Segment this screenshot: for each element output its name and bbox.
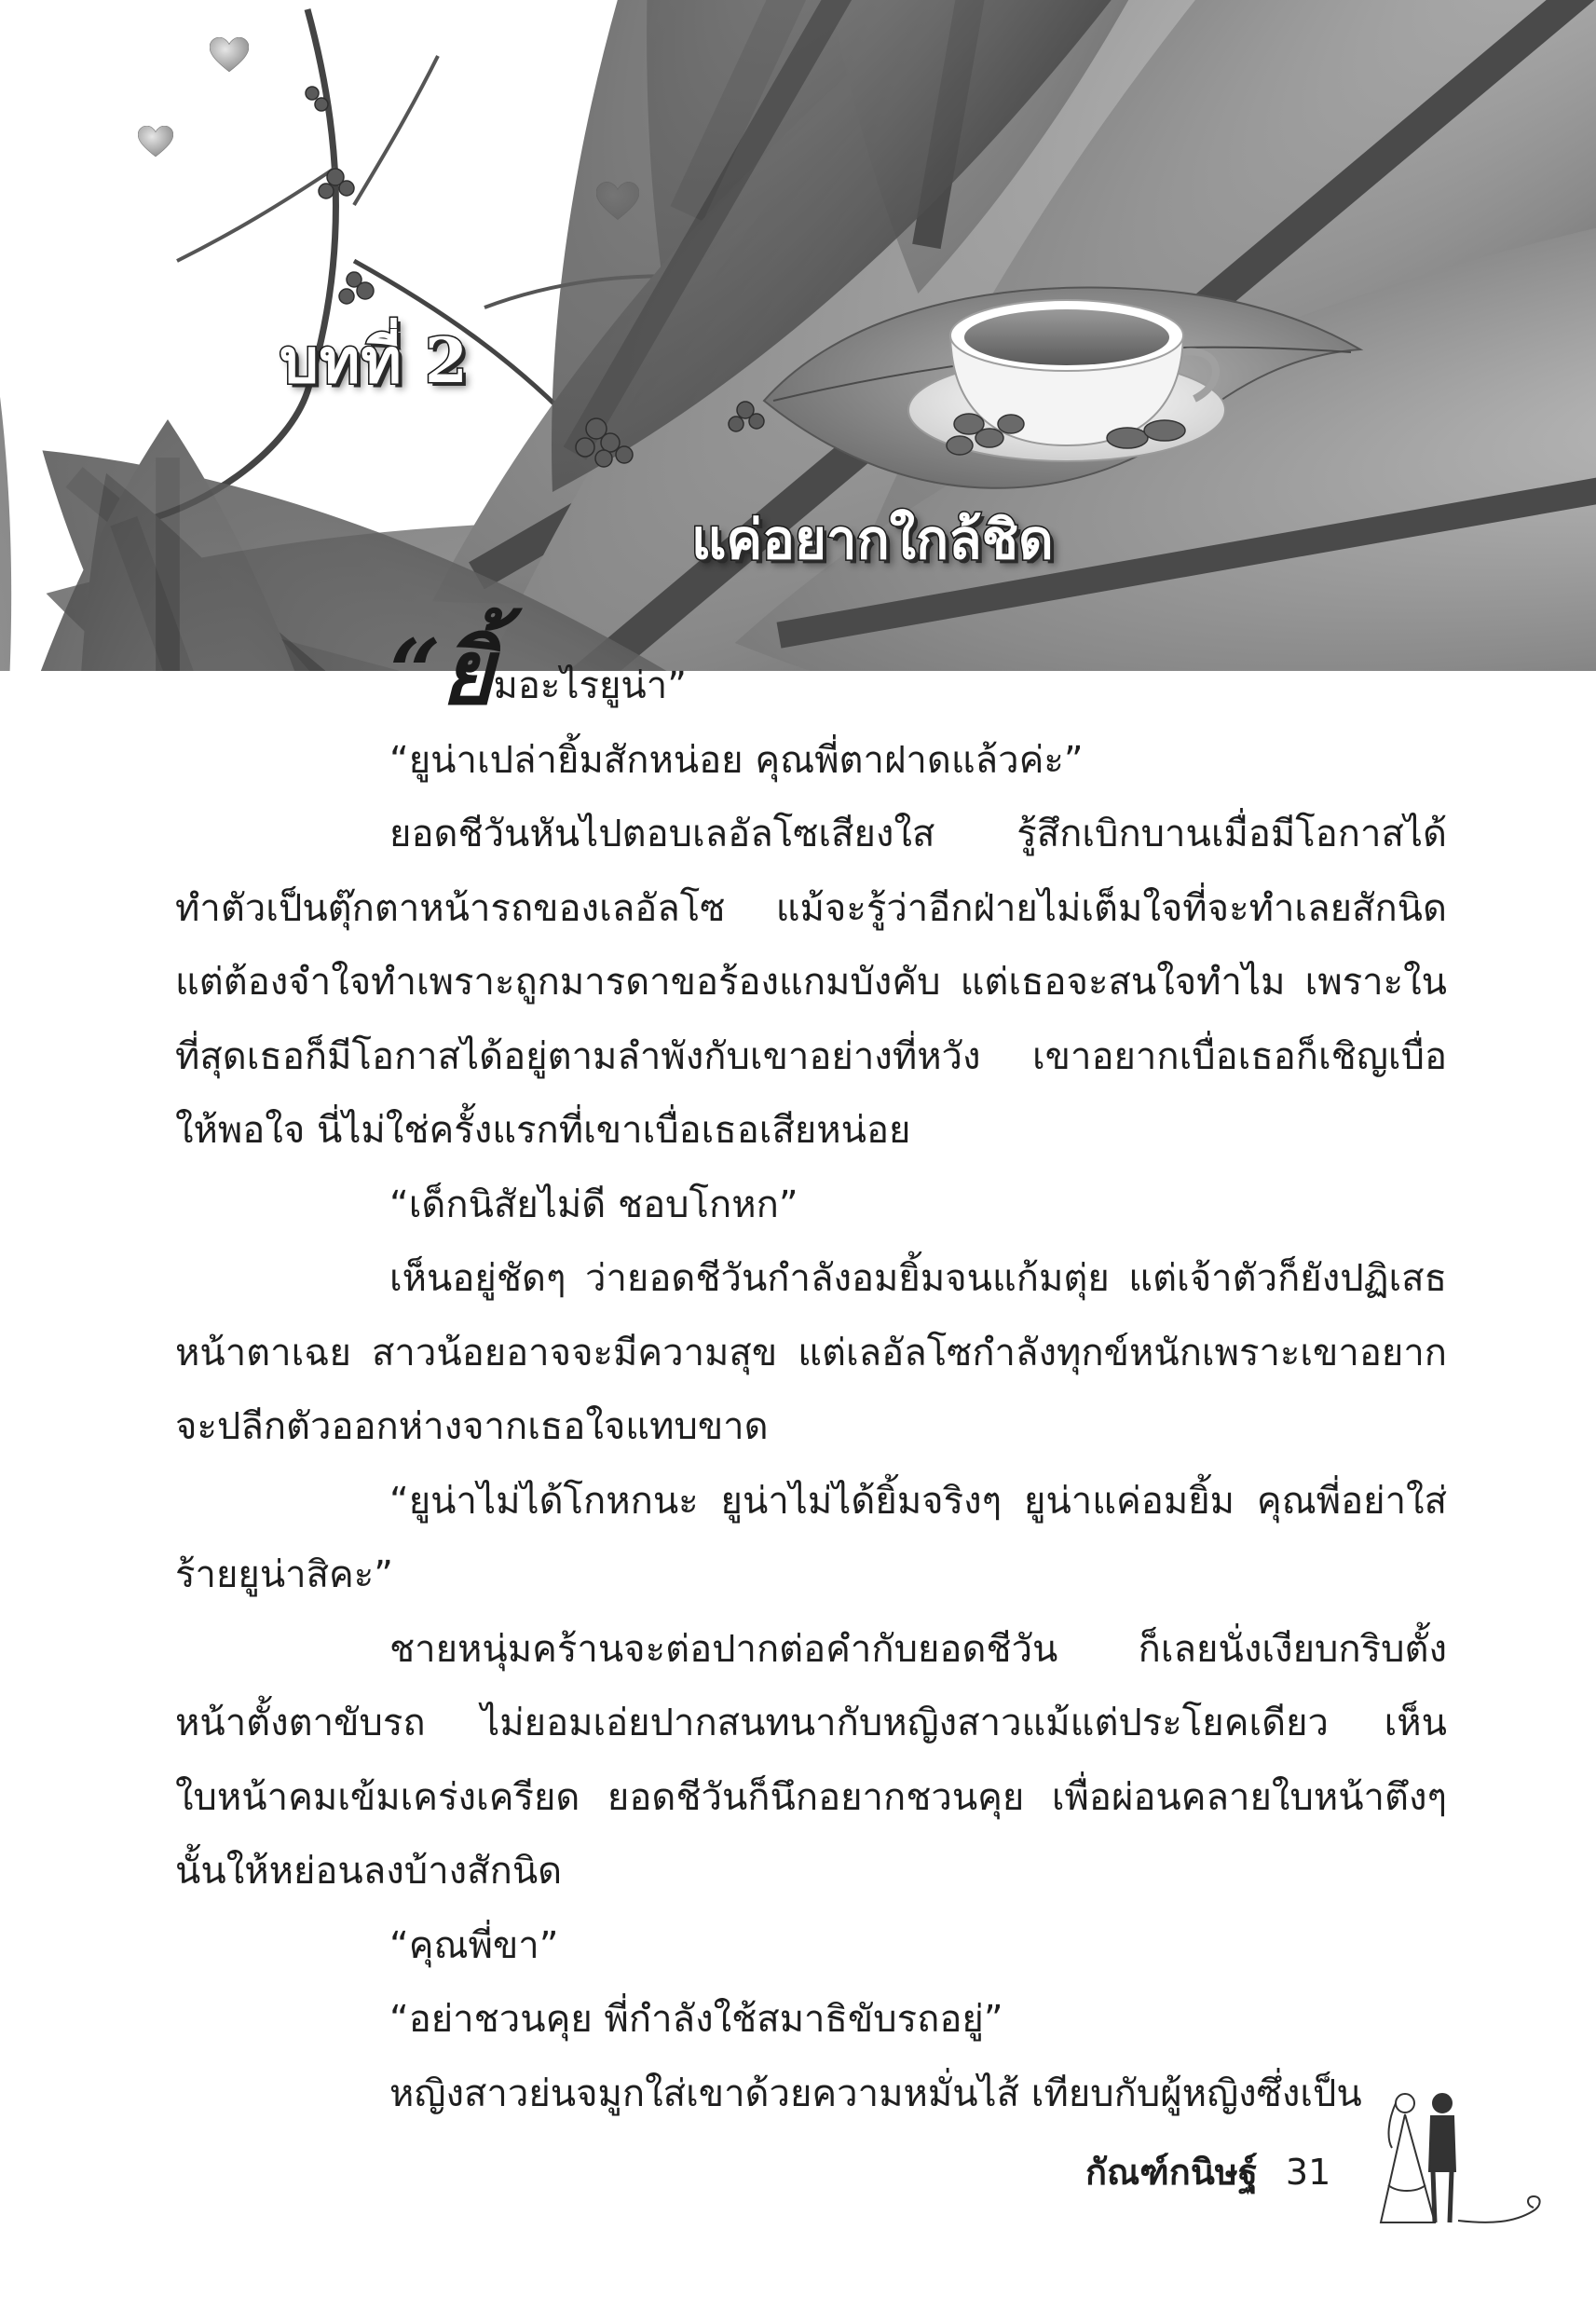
chapter-title: แค่อยากใกล้ชิด [691, 508, 1054, 571]
paragraph: “เด็กนิสัยไม่ดี ชอบโกหก” [389, 1183, 798, 1226]
chapter-body-text [175, 620, 1447, 2131]
paragraph: ชายหนุ่มคร้านจะต่อปากต่อคำกับยอดชีวัน ก็เลยนั่งเงียบกริบตั้งหน้าตั้งตาขับรถ ไม่ยอมเอ่ยปากสนทนากับหญิงสาวแม้แต่ประโยคเดียว เห็นใบหน้าคมเข้มเคร่งเครียด ยอดชีวันก็นึกอยากชวนคุย เพื่อผ่อนคลายใบหน้าตึงๆ นั้นให้หย่อนลงบ้างสักนิด [175, 1627, 1447, 1893]
paragraph: “ยูน่าเปล่ายิ้มสักหน่อย คุณพี่ตาฝาดแล้วค่ะ” [389, 738, 1084, 782]
page-number: 31 [1285, 2152, 1331, 2193]
wedding-couple-illustration [1360, 2083, 1547, 2232]
paragraph: “ยูน่าไม่ได้โกหกนะ ยูน่าไม่ได้ยิ้มจริงๆ ยูน่าแค่อมยิ้ม คุณพี่อย่าใส่ร้ายยูน่าสิคะ” [175, 1479, 1447, 1596]
dropcap: “ยิ้ [389, 620, 494, 725]
paragraph: “อย่าชวนคุย พี่กำลังใช้สมาธิขับรถอยู่” [389, 1998, 1003, 2041]
paragraph: “ยิ้มอะไรยูน่า” [389, 620, 687, 725]
paragraph: ยอดชีวันหันไปตอบเลอัลโซเสียงใส รู้สึกเบิกบานเมื่อมีโอกาสได้ทำตัวเป็นตุ๊กตาหน้ารถของเลอัลโซ แม้จะรู้ว่าอีกฝ่ายไม่เต็มใจที่จะทำเลยสักนิด แต่ต้องจำใจทำเพราะถูกมารดาขอร้องแกมบังคับ แต่เธอจะสนใจทำไม เพราะในที่สุดเธอก็มีโอกาสได้อยู่ตามลำพังกับเขาอย่างที่หวัง เขาอยากเบื่อเธอก็เชิญเบื่อให้พอใจ นี่ไม่ใช่ครั้งแรกที่เขาเบื่อเธอเสียหน่อย [175, 813, 1447, 1152]
chapter-number: บทที่ 2 [280, 324, 469, 397]
paragraph: เห็นอยู่ชัดๆ ว่ายอดชีวันกำลังอมยิ้มจนแก้มตุ่ย แต่เจ้าตัวก็ยังปฏิเสธหน้าตาเฉย สาวน้อยอาจจะมีความสุข แต่เลอัลโซกำลังทุกข์หนักเพราะเขาอยากจะปลีกตัวออกห่างจากเธอใจแทบขาด [175, 1257, 1447, 1448]
page-footer [1085, 2143, 1330, 2200]
footer-author: กัณฑ์กนิษฐ์ [1085, 2152, 1258, 2193]
paragraph: หญิงสาวย่นจมูกใส่เขาด้วยความหมั่นไส้ เทียบกับผู้หญิงซึ่งเป็น [389, 2072, 1362, 2115]
paragraph: “คุณพี่ขา” [389, 1923, 559, 1967]
